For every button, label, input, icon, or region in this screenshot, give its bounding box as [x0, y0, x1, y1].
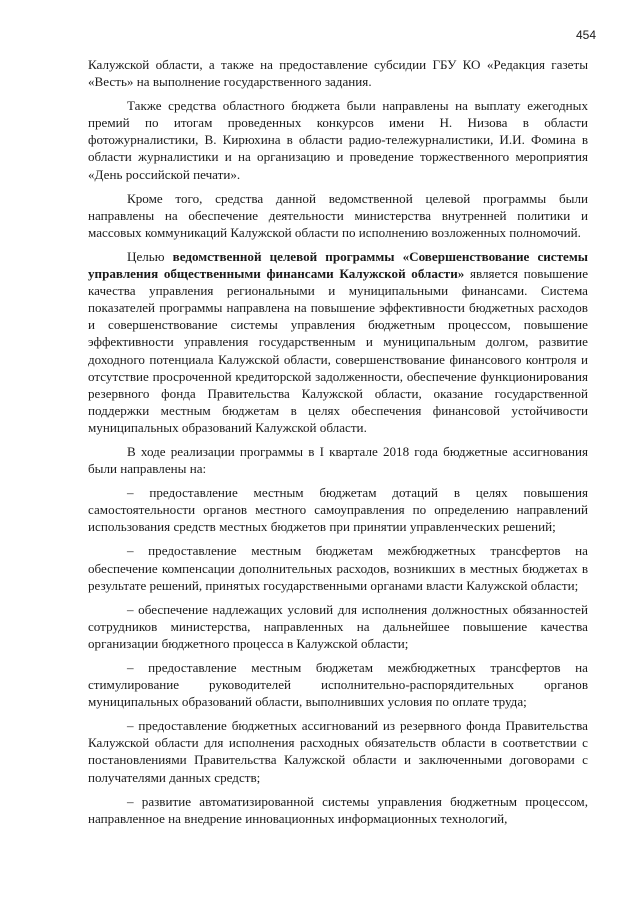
document-body: [88, 56, 588, 834]
paragraph-4: [88, 248, 588, 436]
paragraph-4-rest: является повышение качества управления региональными и муниципальными финансами. Система показателей программы направлена на повышение эффективности бюджетных расходов и совершенствование системы управления бюджетным процессом, повышение эффективности управления государственным и муниципальным долгом, развитие доходного потенциала Калужской области, совершенствование финансового контроля и отсутствие просроченной кредиторской задолженности, обеспечение функционирования резервного фонда Правительства Калужской области, оказание государственной поддержки местным бюджетам в целях обеспечения финансовой устойчивости муниципальных образований Калужской области.: [88, 266, 589, 435]
paragraph-1: Калужской области, а также на предоставление субсидии ГБУ КО «Редакция газеты «Весть» на выполнение государственного задания.: [88, 57, 588, 90]
paragraph-3: Кроме того, средства данной ведомственной целевой программы были направлены на обеспечение деятельности министерства внутренней политики и массовых коммуникаций Калужской области по исполнению возложенных полномочий.: [88, 190, 588, 240]
list-item: – предоставление местным бюджетам межбюджетных трансфертов на обеспечение компенсации дополнительных расходов, возникших в местных бюджетах в результате решений, принятых государственными органами власти Калужской области;: [88, 543, 588, 593]
list-item: – развитие автоматизированной системы управления бюджетным процессом, направленное на внедрение инновационных информационных технологий,: [88, 793, 588, 826]
paragraph-2: Также средства областного бюджета были направлены на выплату ежегодных премий по итогам проведенных конкурсов имени Н. Низова в области фотожурналистики, В. Кирюхина в области радио-тележурналистики, И.И. Фомина в области журналистики и на организацию и проведение торжественного мероприятия «День российской печати».: [88, 98, 588, 182]
list-item: – предоставление местным бюджетам межбюджетных трансфертов на стимулирование руководителей исполнительно-распорядительных органов муниципальных образований области, выполнивших условия по оплате труда;: [88, 660, 588, 710]
page-number: 454: [575, 28, 596, 42]
list-item: – обеспечение надлежащих условий для исполнения должностных обязанностей сотрудников министерства, направленных на дальнейшее повышение качества организации бюджетного процесса в Калужской области;: [88, 601, 588, 651]
list-item: – предоставление бюджетных ассигнований из резервного фонда Правительства Калужской области для исполнения расходных обязательств области в соответствии с постановлениями Правительства Калужской области и заключенными договорами с получателями данных средств;: [88, 718, 588, 785]
paragraph-5: В ходе реализации программы в I квартале 2018 года бюджетные ассигнования были направлены на:: [88, 443, 588, 477]
paragraph-4-lead: Целью: [127, 248, 173, 264]
list-item: – предоставление местным бюджетам дотаций в целях повышения самостоятельности органов местного самоуправления по определению направлений использования средств местных бюджетов при принятии управленческих решений;: [88, 485, 588, 535]
program-title-bold: ведомственной целевой программы «Совершенствование системы управления общественными финансами Калужской области»: [88, 248, 588, 282]
